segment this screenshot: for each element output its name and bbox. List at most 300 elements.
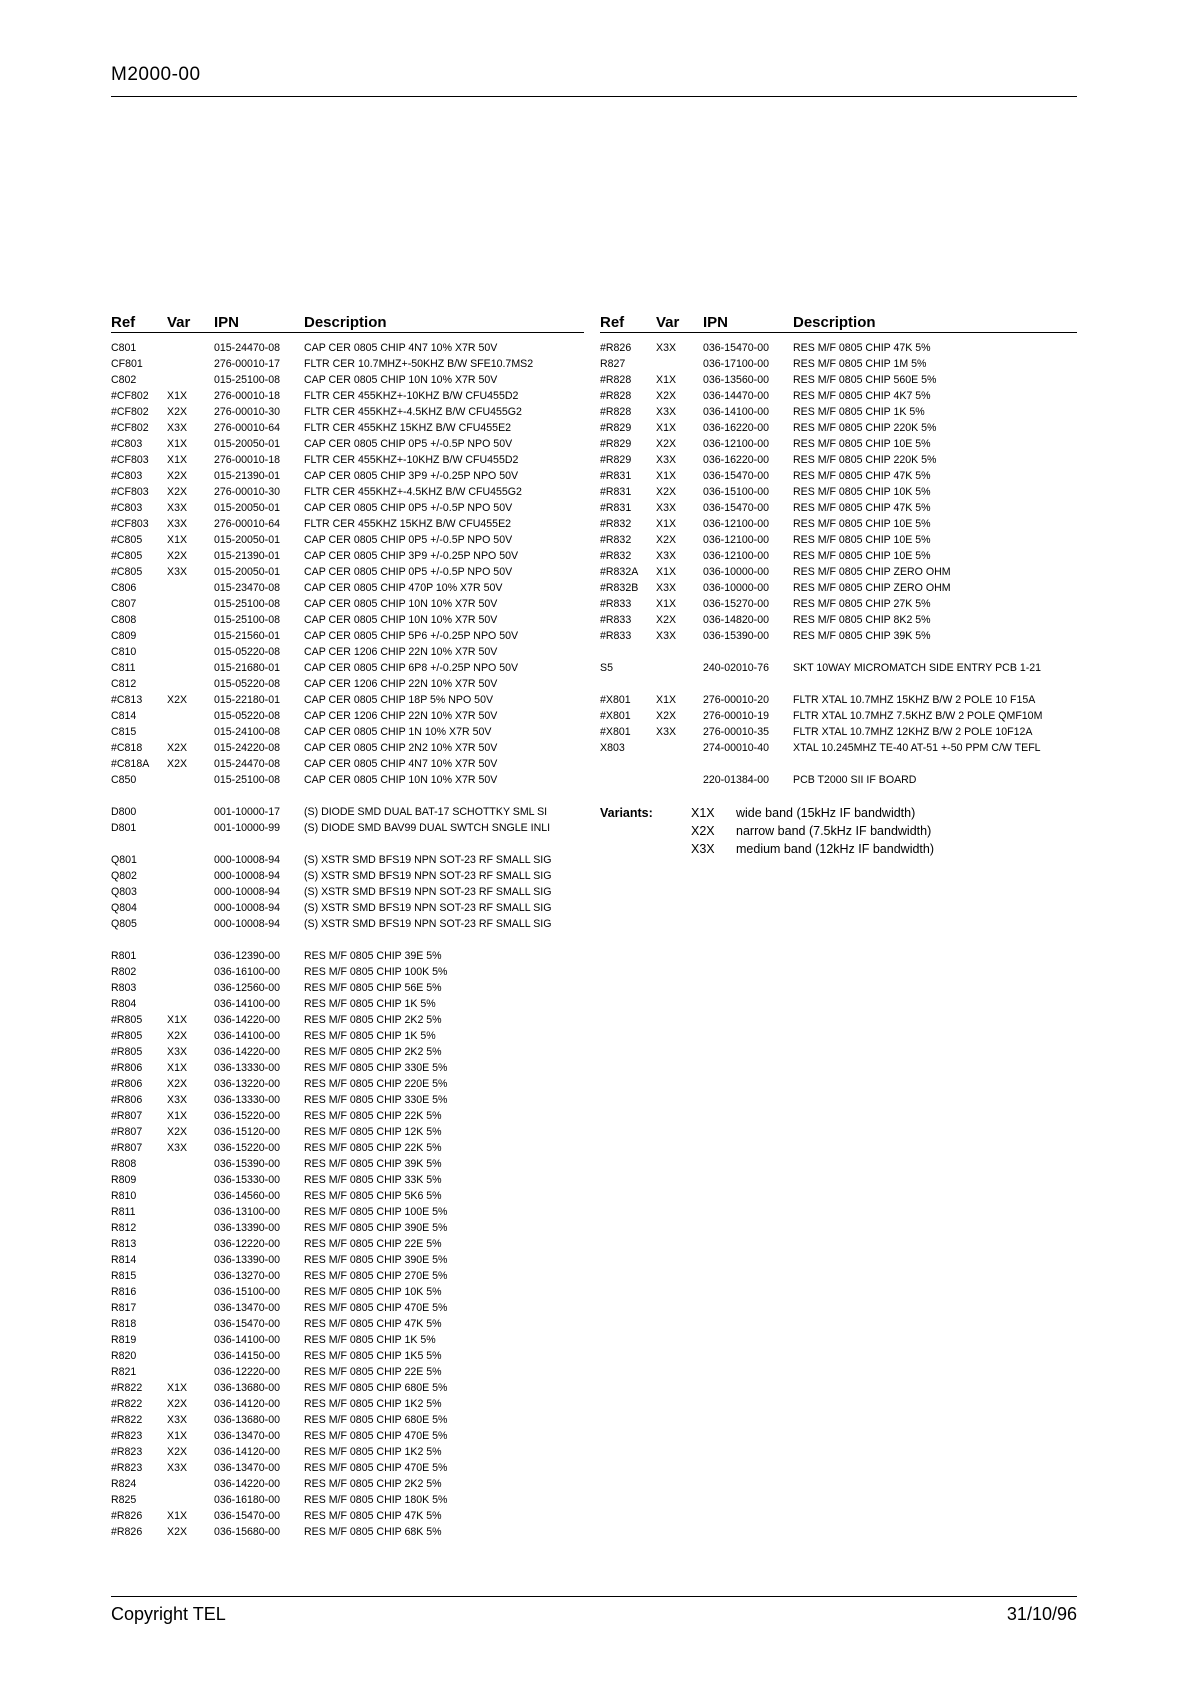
ref-cell: #R805 <box>111 1030 143 1042</box>
description-cell: RES M/F 0805 CHIP 220E 5% <box>304 1078 448 1090</box>
ipn-cell: 036-14150-00 <box>214 1350 280 1362</box>
table-row <box>111 741 584 757</box>
ipn-cell: 240-02010-76 <box>703 662 769 674</box>
description-cell: (S) XSTR SMD BFS19 NPN SOT-23 RF SMALL SIG <box>304 902 552 914</box>
description-cell: CAP CER 0805 CHIP 18P 5% NPO 50V <box>304 694 494 706</box>
description-cell: RES M/F 0805 CHIP 470E 5% <box>304 1462 448 1474</box>
table-row <box>111 1061 584 1077</box>
variant-description: narrow band (7.5kHz IF bandwidth) <box>736 824 932 838</box>
description-cell: RES M/F 0805 CHIP 680E 5% <box>304 1414 448 1426</box>
table-row <box>111 869 584 885</box>
ipn-cell: 015-24100-08 <box>214 726 280 738</box>
parts-list-right <box>600 313 1077 789</box>
ref-cell: #CF802 <box>111 406 149 418</box>
ref-cell: C809 <box>111 630 137 642</box>
header-ipn: IPN <box>214 314 240 331</box>
ref-cell: #CF803 <box>111 518 149 530</box>
ipn-cell: 036-12390-00 <box>214 950 280 962</box>
var-cell: X2X <box>656 438 677 450</box>
variant-code: X3X <box>691 842 715 856</box>
description-cell: RES M/F 0805 CHIP 220K 5% <box>793 454 937 466</box>
ipn-cell: 036-13470-00 <box>214 1462 280 1474</box>
var-cell: X2X <box>167 1078 188 1090</box>
var-cell: X1X <box>656 694 677 706</box>
row-spacer <box>111 837 584 853</box>
table-row <box>111 389 584 405</box>
ipn-cell: 036-16180-00 <box>214 1494 280 1506</box>
ref-cell: C807 <box>111 598 137 610</box>
description-cell: CAP CER 0805 CHIP 10N 10% X7R 50V <box>304 614 498 626</box>
table-row <box>111 1285 584 1301</box>
description-cell: (S) DIODE SMD BAV99 DUAL SWTCH SNGLE INLI <box>304 822 551 834</box>
ipn-cell: 036-16220-00 <box>703 454 769 466</box>
table-row <box>111 1093 584 1109</box>
ref-cell: X803 <box>600 742 625 754</box>
ref-cell: #R822 <box>111 1414 143 1426</box>
ref-cell: R817 <box>111 1302 137 1314</box>
table-row <box>111 1525 584 1541</box>
table-row <box>111 981 584 997</box>
var-cell: X2X <box>167 758 188 770</box>
description-cell: SKT 10WAY MICROMATCH SIDE ENTRY PCB 1-21 <box>793 662 1042 674</box>
description-cell: RES M/F 0805 CHIP 10K 5% <box>793 486 931 498</box>
ref-cell: #R807 <box>111 1126 143 1138</box>
ref-cell: #R832B <box>600 582 639 594</box>
description-cell: RES M/F 0805 CHIP 10E 5% <box>793 534 931 546</box>
var-cell: X1X <box>656 470 677 482</box>
table-row <box>111 533 584 549</box>
ref-cell: #C805 <box>111 566 143 578</box>
table-row <box>600 549 1077 565</box>
header-var: Var <box>167 314 191 331</box>
table-row <box>600 565 1077 581</box>
var-cell: X2X <box>167 1526 188 1538</box>
ref-cell: R819 <box>111 1334 137 1346</box>
table-row <box>111 357 584 373</box>
description-cell: RES M/F 0805 CHIP 39K 5% <box>793 630 931 642</box>
description-cell: FLTR CER 10.7MHZ+-50KHZ B/W SFE10.7MS2 <box>304 358 534 370</box>
table-row <box>111 581 584 597</box>
table-row <box>600 405 1077 421</box>
table-row <box>111 1317 584 1333</box>
description-cell: (S) XSTR SMD BFS19 NPN SOT-23 RF SMALL SIG <box>304 854 552 866</box>
description-cell: RES M/F 0805 CHIP 470E 5% <box>304 1430 448 1442</box>
var-cell: X2X <box>167 550 188 562</box>
variant-code: X2X <box>691 824 715 838</box>
description-cell: RES M/F 0805 CHIP 330E 5% <box>304 1094 448 1106</box>
ref-cell: #CF803 <box>111 454 149 466</box>
table-row <box>111 1125 584 1141</box>
description-cell: FLTR CER 455KHZ+-10KHZ B/W CFU455D2 <box>304 390 519 402</box>
description-cell: RES M/F 0805 CHIP 4K7 5% <box>793 390 931 402</box>
ref-cell: R812 <box>111 1222 137 1234</box>
ref-cell: #C818A <box>111 758 150 770</box>
ipn-cell: 000-10008-94 <box>214 886 280 898</box>
ref-cell: #C818 <box>111 742 143 754</box>
ipn-cell: 036-12100-00 <box>703 534 769 546</box>
table-row <box>111 1269 584 1285</box>
ipn-cell: 276-00010-64 <box>214 518 280 530</box>
table-row <box>111 1173 584 1189</box>
description-cell: RES M/F 0805 CHIP ZERO OHM <box>793 582 951 594</box>
table-row <box>600 693 1077 709</box>
ref-cell: #R823 <box>111 1462 143 1474</box>
ipn-cell: 036-15470-00 <box>214 1318 280 1330</box>
table-row <box>111 373 584 389</box>
ref-cell: R810 <box>111 1190 137 1202</box>
description-cell: RES M/F 0805 CHIP 220K 5% <box>793 422 937 434</box>
description-cell: CAP CER 0805 CHIP 2N2 10% X7R 50V <box>304 742 498 754</box>
table-row <box>111 1445 584 1461</box>
ref-cell: R816 <box>111 1286 137 1298</box>
table-row <box>111 1349 584 1365</box>
table-row <box>111 1333 584 1349</box>
table-row <box>600 581 1077 597</box>
ref-cell: #R829 <box>600 454 632 466</box>
ref-cell: R821 <box>111 1366 137 1378</box>
ipn-cell: 036-13100-00 <box>214 1206 280 1218</box>
ipn-cell: 015-24470-08 <box>214 758 280 770</box>
ipn-cell: 015-21390-01 <box>214 550 280 562</box>
var-cell: X3X <box>167 1462 188 1474</box>
table-row <box>600 357 1077 373</box>
table-row <box>111 821 584 837</box>
table-row <box>111 901 584 917</box>
ref-cell: #C803 <box>111 438 143 450</box>
table-row <box>111 645 584 661</box>
description-cell: RES M/F 0805 CHIP 27K 5% <box>793 598 931 610</box>
table-row <box>111 997 584 1013</box>
description-cell: FLTR XTAL 10.7MHZ 15KHZ B/W 2 POLE 10 F15A <box>793 694 1036 706</box>
ref-cell: #C805 <box>111 534 143 546</box>
var-cell: X2X <box>167 470 188 482</box>
ipn-cell: 036-16100-00 <box>214 966 280 978</box>
table-row <box>600 469 1077 485</box>
table-row <box>111 1077 584 1093</box>
ipn-cell: 036-15220-00 <box>214 1142 280 1154</box>
var-cell: X3X <box>167 1142 188 1154</box>
table-row <box>111 693 584 709</box>
table-row <box>111 613 584 629</box>
ref-cell: Q803 <box>111 886 137 898</box>
var-cell: X2X <box>656 390 677 402</box>
var-cell: X2X <box>167 742 188 754</box>
var-cell: X3X <box>656 342 677 354</box>
description-cell: CAP CER 1206 CHIP 22N 10% X7R 50V <box>304 710 498 722</box>
ref-cell: R802 <box>111 966 137 978</box>
description-cell: RES M/F 0805 CHIP 330E 5% <box>304 1062 448 1074</box>
table-row <box>600 485 1077 501</box>
table-row <box>111 1189 584 1205</box>
ipn-cell: 036-14100-00 <box>214 1334 280 1346</box>
description-cell: RES M/F 0805 CHIP 270E 5% <box>304 1270 448 1282</box>
description-cell: CAP CER 0805 CHIP 470P 10% X7R 50V <box>304 582 503 594</box>
table-row <box>600 661 1077 677</box>
ipn-cell: 036-15390-00 <box>703 630 769 642</box>
ipn-cell: 036-17100-00 <box>703 358 769 370</box>
table-row <box>111 1429 584 1445</box>
var-cell: X2X <box>656 710 677 722</box>
ref-cell: #R832 <box>600 534 632 546</box>
description-cell: RES M/F 0805 CHIP 47K 5% <box>793 342 931 354</box>
description-cell: FLTR CER 455KHZ+-4.5KHZ B/W CFU455G2 <box>304 406 522 418</box>
ref-cell: D801 <box>111 822 137 834</box>
table-row <box>111 1013 584 1029</box>
ref-cell: R827 <box>600 358 626 370</box>
description-cell: RES M/F 0805 CHIP 1K 5% <box>304 1334 436 1346</box>
ref-cell: #R807 <box>111 1142 143 1154</box>
table-row <box>111 421 584 437</box>
header-ref: Ref <box>600 314 625 331</box>
ref-cell: C850 <box>111 774 137 786</box>
ipn-cell: 036-14120-00 <box>214 1398 280 1410</box>
description-cell: RES M/F 0805 CHIP 2K2 5% <box>304 1046 442 1058</box>
var-cell: X3X <box>656 454 677 466</box>
ref-cell: Q805 <box>111 918 137 930</box>
description-cell: FLTR CER 455KHZ 15KHZ B/W CFU455E2 <box>304 518 512 530</box>
description-cell: RES M/F 0805 CHIP 100E 5% <box>304 1206 448 1218</box>
table-row <box>111 1045 584 1061</box>
table-row <box>111 1109 584 1125</box>
ref-cell: #R829 <box>600 422 632 434</box>
table-row <box>111 805 584 821</box>
table-row <box>600 501 1077 517</box>
var-cell: X1X <box>167 454 188 466</box>
ipn-cell: 036-13330-00 <box>214 1094 280 1106</box>
ref-cell: #C803 <box>111 502 143 514</box>
ipn-cell: 036-14220-00 <box>214 1014 280 1026</box>
ipn-cell: 036-13470-00 <box>214 1430 280 1442</box>
ref-cell: #R831 <box>600 470 632 482</box>
table-row <box>111 1365 584 1381</box>
ipn-cell: 276-00010-20 <box>703 694 769 706</box>
ref-cell: R813 <box>111 1238 137 1250</box>
table-row <box>600 629 1077 645</box>
table-row <box>600 453 1077 469</box>
table-row <box>111 1301 584 1317</box>
var-cell: X1X <box>167 1430 188 1442</box>
ref-cell: #R828 <box>600 374 632 386</box>
description-cell: (S) XSTR SMD BFS19 NPN SOT-23 RF SMALL SIG <box>304 870 552 882</box>
ipn-cell: 015-20050-01 <box>214 502 280 514</box>
header-rule <box>111 96 1077 97</box>
table-row <box>111 1029 584 1045</box>
variant-code: X1X <box>691 806 715 820</box>
description-cell: CAP CER 0805 CHIP 1N 10% X7R 50V <box>304 726 492 738</box>
ipn-cell: 015-21390-01 <box>214 470 280 482</box>
ipn-cell: 015-24220-08 <box>214 742 280 754</box>
description-cell: FLTR CER 455KHZ+-4.5KHZ B/W CFU455G2 <box>304 486 522 498</box>
ipn-cell: 036-13560-00 <box>703 374 769 386</box>
variant-description: wide band (15kHz IF bandwidth) <box>736 806 916 820</box>
table-row <box>111 1461 584 1477</box>
description-cell: RES M/F 0805 CHIP 10E 5% <box>793 518 931 530</box>
header-ref: Ref <box>111 314 136 331</box>
row-spacer <box>111 789 584 805</box>
description-cell: RES M/F 0805 CHIP 390E 5% <box>304 1222 448 1234</box>
description-cell: RES M/F 0805 CHIP 10E 5% <box>793 550 931 562</box>
ref-cell: #R826 <box>111 1510 143 1522</box>
description-cell: RES M/F 0805 CHIP 68K 5% <box>304 1526 442 1538</box>
ipn-cell: 036-15270-00 <box>703 598 769 610</box>
ipn-cell: 015-20050-01 <box>214 566 280 578</box>
table-row <box>111 1493 584 1509</box>
description-cell: (S) XSTR SMD BFS19 NPN SOT-23 RF SMALL SIG <box>304 918 552 930</box>
ref-cell: #R828 <box>600 406 632 418</box>
ipn-cell: 276-00010-19 <box>703 710 769 722</box>
table-row <box>111 709 584 725</box>
ipn-cell: 036-15390-00 <box>214 1158 280 1170</box>
description-cell: RES M/F 0805 CHIP 1K2 5% <box>304 1398 442 1410</box>
ref-cell: #C805 <box>111 550 143 562</box>
ref-cell: R825 <box>111 1494 137 1506</box>
var-cell: X1X <box>167 1062 188 1074</box>
var-cell: X1X <box>656 598 677 610</box>
ref-cell: C811 <box>111 662 136 674</box>
var-cell: X1X <box>167 1382 188 1394</box>
ipn-cell: 036-15220-00 <box>214 1110 280 1122</box>
ipn-cell: 000-10008-94 <box>214 918 280 930</box>
table-row <box>600 533 1077 549</box>
ref-cell: R804 <box>111 998 137 1010</box>
description-cell: (S) DIODE SMD DUAL BAT-17 SCHOTTKY SML SI <box>304 806 548 818</box>
ipn-cell: 036-12100-00 <box>703 550 769 562</box>
ref-cell: R824 <box>111 1478 137 1490</box>
parts-list-left <box>111 313 584 1541</box>
ref-cell: #R833 <box>600 614 632 626</box>
description-cell: RES M/F 0805 CHIP 10E 5% <box>793 438 931 450</box>
ipn-cell: 015-05220-08 <box>214 678 280 690</box>
ref-cell: #R805 <box>111 1014 143 1026</box>
ipn-cell: 276-00010-18 <box>214 454 280 466</box>
table-row <box>600 613 1077 629</box>
ipn-cell: 015-25100-08 <box>214 774 280 786</box>
ref-cell: #R832 <box>600 518 632 530</box>
description-cell: CAP CER 0805 CHIP 0P5 +/-0.5P NPO 50V <box>304 502 513 514</box>
description-cell: RES M/F 0805 CHIP 2K2 5% <box>304 1478 442 1490</box>
document-date: 31/10/96 <box>1006 1604 1077 1624</box>
description-cell: CAP CER 0805 CHIP 10N 10% X7R 50V <box>304 374 498 386</box>
ref-cell: D800 <box>111 806 137 818</box>
description-cell: RES M/F 0805 CHIP 39K 5% <box>304 1158 442 1170</box>
ipn-cell: 276-00010-35 <box>703 726 769 738</box>
description-cell: FLTR CER 455KHZ+-10KHZ B/W CFU455D2 <box>304 454 519 466</box>
ref-cell: #R833 <box>600 598 632 610</box>
ipn-cell: 274-00010-40 <box>703 742 769 754</box>
description-cell: RES M/F 0805 CHIP 100K 5% <box>304 966 448 978</box>
table-row <box>111 1381 584 1397</box>
ref-cell: #X801 <box>600 710 631 722</box>
table-row <box>111 1237 584 1253</box>
var-cell: X3X <box>656 406 677 418</box>
ref-cell: Q801 <box>111 854 137 866</box>
ref-cell: #R805 <box>111 1046 143 1058</box>
description-cell: CAP CER 0805 CHIP 3P9 +/-0.25P NPO 50V <box>304 470 519 482</box>
var-cell: X2X <box>167 694 188 706</box>
ipn-cell: 036-14560-00 <box>214 1190 280 1202</box>
ipn-cell: 015-21560-01 <box>214 630 280 642</box>
ref-cell: #R831 <box>600 486 632 498</box>
description-cell: RES M/F 0805 CHIP 22E 5% <box>304 1238 442 1250</box>
ipn-cell: 036-15470-00 <box>214 1510 280 1522</box>
ipn-cell: 036-14220-00 <box>214 1478 280 1490</box>
description-cell: (S) XSTR SMD BFS19 NPN SOT-23 RF SMALL SIG <box>304 886 552 898</box>
ref-cell: C810 <box>111 646 137 658</box>
var-cell: X2X <box>167 1126 188 1138</box>
table-row <box>111 1141 584 1157</box>
ref-cell: #C803 <box>111 470 143 482</box>
ipn-cell: 015-24470-08 <box>214 342 280 354</box>
table-header <box>600 313 1077 333</box>
var-cell: X3X <box>167 1094 188 1106</box>
table-row <box>600 741 1077 757</box>
var-cell: X1X <box>656 566 677 578</box>
ref-cell: #R823 <box>111 1446 143 1458</box>
ref-cell: #R807 <box>111 1110 143 1122</box>
ipn-cell: 036-15120-00 <box>214 1126 280 1138</box>
header-description: Description <box>793 314 876 331</box>
ipn-cell: 276-00010-17 <box>214 358 280 370</box>
ipn-cell: 036-14220-00 <box>214 1046 280 1058</box>
ipn-cell: 036-13390-00 <box>214 1254 280 1266</box>
description-cell: RES M/F 0805 CHIP 12K 5% <box>304 1126 442 1138</box>
parts-rows <box>600 333 1077 789</box>
ref-cell: #CF802 <box>111 390 149 402</box>
ipn-cell: 036-12220-00 <box>214 1366 280 1378</box>
row-spacer <box>600 645 1077 661</box>
description-cell: CAP CER 0805 CHIP 0P5 +/-0.5P NPO 50V <box>304 438 513 450</box>
var-cell: X3X <box>167 422 188 434</box>
ref-cell: C815 <box>111 726 137 738</box>
table-row <box>111 773 584 789</box>
table-row <box>600 389 1077 405</box>
description-cell: CAP CER 0805 CHIP 10N 10% X7R 50V <box>304 598 498 610</box>
table-row <box>111 1205 584 1221</box>
ref-cell: #R829 <box>600 438 632 450</box>
ref-cell: #R832 <box>600 550 632 562</box>
ipn-cell: 036-15100-00 <box>703 486 769 498</box>
row-spacer <box>600 757 1077 773</box>
table-row <box>111 565 584 581</box>
variant-description: medium band (12kHz IF bandwidth) <box>736 842 935 856</box>
var-cell: X2X <box>167 406 188 418</box>
var-cell: X3X <box>656 582 677 594</box>
ipn-cell: 036-15330-00 <box>214 1174 280 1186</box>
var-cell: X1X <box>167 438 188 450</box>
ipn-cell: 036-14100-00 <box>214 1030 280 1042</box>
ref-cell: C801 <box>111 342 137 354</box>
description-cell: RES M/F 0805 CHIP 47K 5% <box>793 470 931 482</box>
ipn-cell: 036-15680-00 <box>214 1526 280 1538</box>
description-cell: RES M/F 0805 CHIP 1K 5% <box>304 1030 436 1042</box>
var-cell: X1X <box>167 390 188 402</box>
ref-cell: #R806 <box>111 1078 143 1090</box>
table-row <box>111 949 584 965</box>
footer-rule <box>111 1596 1077 1597</box>
description-cell: CAP CER 0805 CHIP 5P6 +/-0.25P NPO 50V <box>304 630 519 642</box>
ref-cell: R820 <box>111 1350 137 1362</box>
description-cell: FLTR CER 455KHZ 15KHZ B/W CFU455E2 <box>304 422 512 434</box>
description-cell: RES M/F 0805 CHIP 33K 5% <box>304 1174 442 1186</box>
ipn-cell: 036-15470-00 <box>703 342 769 354</box>
var-cell: X3X <box>167 502 188 514</box>
description-cell: RES M/F 0805 CHIP 5K6 5% <box>304 1190 442 1202</box>
ref-cell: #R806 <box>111 1062 143 1074</box>
description-cell: RES M/F 0805 CHIP 680E 5% <box>304 1382 448 1394</box>
ipn-cell: 036-13470-00 <box>214 1302 280 1314</box>
var-cell: X3X <box>656 726 677 738</box>
ref-cell: R818 <box>111 1318 137 1330</box>
